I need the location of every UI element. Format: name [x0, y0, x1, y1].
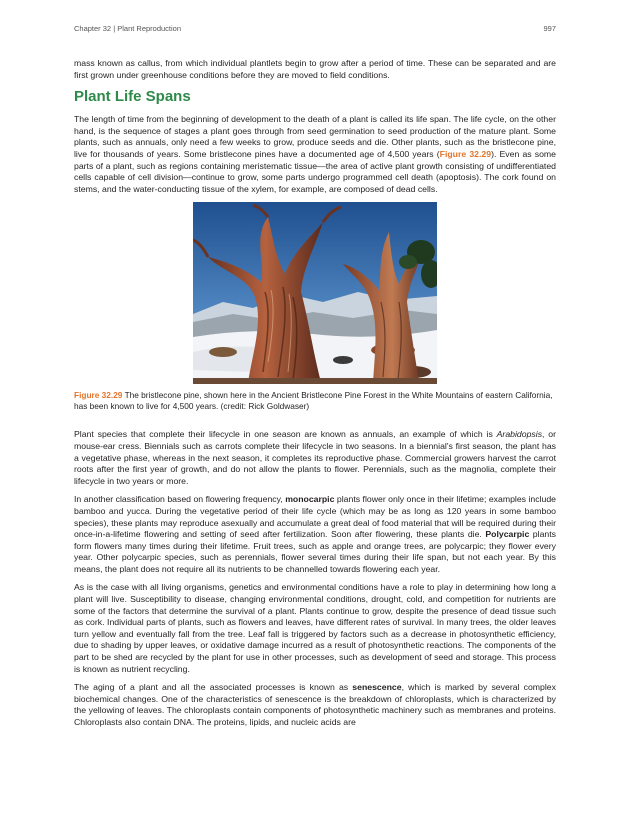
figure-reference-link[interactable]: Figure 32.29	[439, 148, 492, 159]
bristlecone-pine-photo	[193, 202, 437, 384]
page-number: 997	[543, 24, 556, 33]
term-monocarpic: monocarpic	[285, 494, 335, 505]
chapter-title: Chapter 32 | Plant Reproduction	[74, 24, 182, 33]
caption-text: The bristlecone pine, shown here in the Ancient Bristlecone Pine Forest in the White Mountains of eastern California, has been known to live for 4,500 years. (credit: Rick Goldwaser)	[74, 390, 553, 412]
paragraph-senescence	[74, 682, 556, 728]
text: , or mouse-ear cress. Biennials such as carrots complete their lifecycle in two seasons. In a biennial's first season, the plant has a vegetative phase, whereas in the next season, it completes its reproductive phase. Commercial growers harvest the carrot roots after the first year of growth, and do not allow the plants to flower. Perennials, such as the magnolia, complete their lifecycle in two years or more.	[74, 429, 556, 486]
species-name: Arabidopsis	[496, 429, 543, 440]
page-header	[74, 24, 556, 36]
intro-paragraph: mass known as callus, from which individual plantlets begin to grow after a period of time. These can be separated and are first grown under greenhouse conditions before they are moved to field conditions.	[74, 58, 556, 80]
text: , which is marked by several complex biochemical changes. One of the characteristics of senescence is the breakdown of chloroplasts, which is characterized by the yellowing of leaves. The chloroplasts contain components of photosynthetic machinery such as membranes and proteins. Chloroplasts also contain DNA. The proteins, lipids, and nucleic acids are	[74, 682, 556, 727]
paragraph-flowering-frequency	[74, 494, 556, 575]
page-content	[74, 58, 556, 736]
text: In another classification based on flowering frequency,	[74, 494, 286, 505]
figure-label: Figure 32.29	[74, 390, 123, 401]
figure-caption	[74, 390, 556, 412]
paragraph-life-span	[74, 114, 556, 195]
text: The aging of a plant and all the associated processes is known as	[74, 682, 353, 693]
text: ). Even as some parts of a plant, such as regions containing meristematic tissue—the area of active plant growth consisting of undifferentiated cells capable of cell division—continue to grow, some parts undergo programmed cell death (apoptosis). The cork found on stems, and the water-conducting tissue of the xylem, for example, are composed of dead cells.	[74, 148, 556, 194]
paragraph-survival: As is the case with all living organisms, genetics and environmental conditions have a role to play in determining how long a plant will live. Susceptibility to disease, changing environmental conditions, drought, cold, and competition for nutrients are some of the factors that determine the survival of a plant. Plants continue to grow, despite the presence of dead tissue such as cork. Individual parts of plants, such as flowers and leaves, have different rates of survival. In many trees, the older leaves turn yellow and eventually fall from the tree. Leaf fall is triggered by factors such as a decrease in photosynthetic efficiency, due to shading by upper leaves, or oxidative damage incurred as a result of photosynthetic reactions. The components of the part to be shed are recycled by the plant for use in other processes, such as development of seed and storage. This process is known as nutrient recycling.	[74, 582, 556, 674]
section-title: Plant Life Spans	[74, 88, 191, 106]
term-senescence: senescence	[352, 682, 402, 693]
text: Plant species that complete their lifecycle in one season are known as annuals, an example of which is	[74, 429, 497, 440]
term-polycarpic: Polycarpic	[485, 529, 530, 540]
text: The length of time from the beginning of development to the death of a plant is called its life span. The life cycle, on the other hand, is the sequence of stages a plant goes through from seed germination to seed production of the mature plant. Some plants, such as annuals, only need a few weeks to grow, produce seeds and die. Other plants, such as the bristlecone pine, live for thousands of years. Some bristlecone pines have a documented age of 4,500 years (	[74, 114, 556, 159]
paragraph-annuals	[74, 429, 556, 487]
text: plants flower only once in their lifetime; examples include bamboo and yucca. During the vegetative period of their life cycle (which may be as long as 120 years in some bamboo species), these plants may reproduce asexually and accumulate a great deal of food material that will be required during their once-in-a-lifetime flowering and setting of seed after fertilization. Soon after flowering, these plants die.	[74, 494, 556, 540]
text: plants form flowers many times during their lifetime. Fruit trees, such as apple and orange trees, are polycarpic; they flower every year. Other polycarpic species, such as perennials, flower several times during their life span, but not each year. By this means, the plant does not require all its nutrients to be channelled towards flowering each year.	[74, 529, 556, 574]
